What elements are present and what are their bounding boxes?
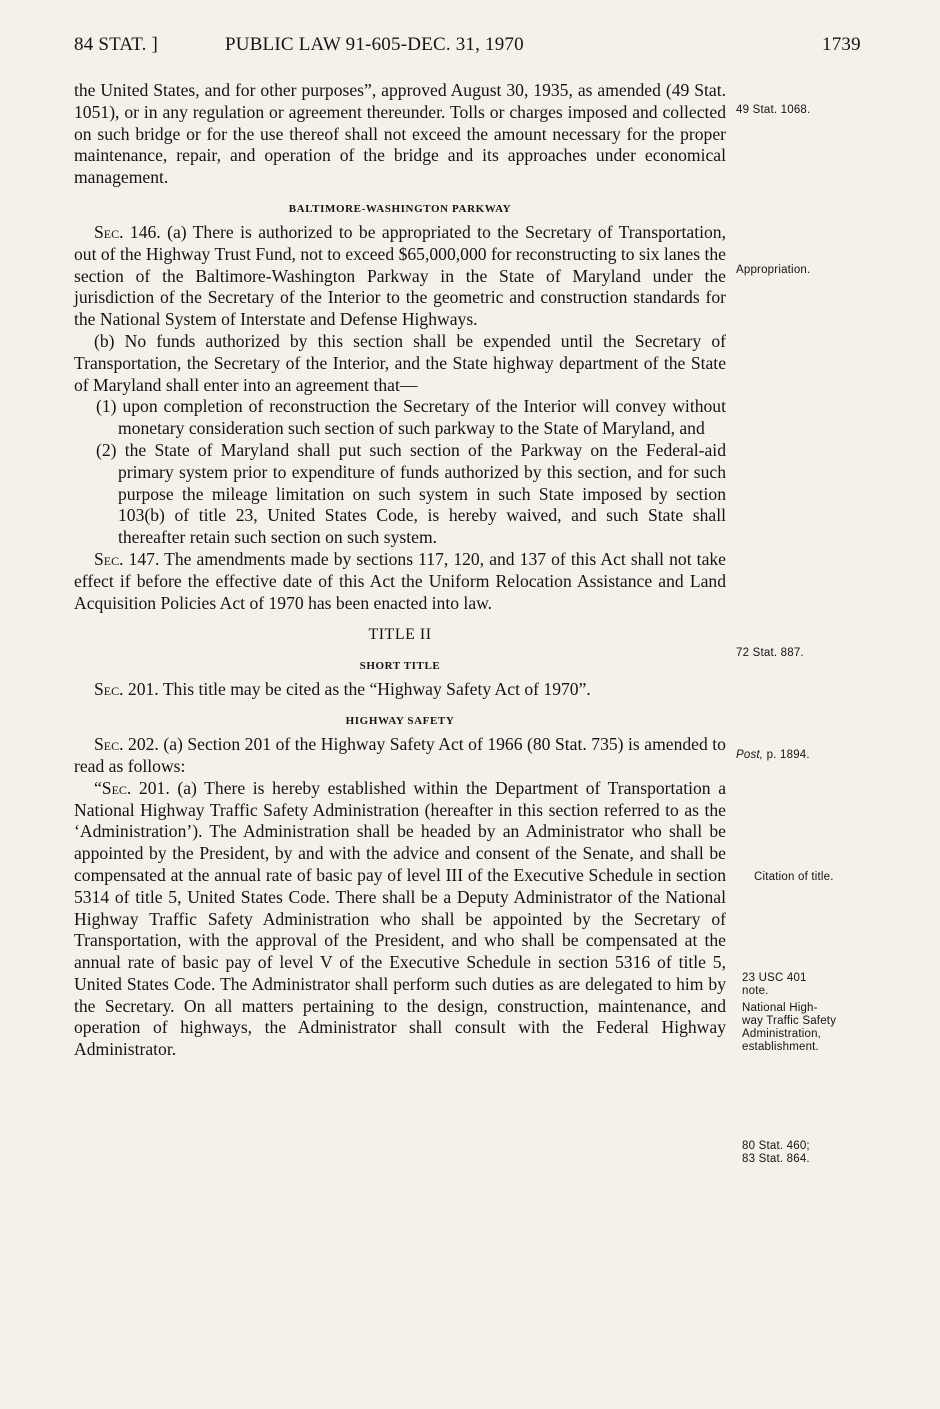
section-147-label: Sec. 147. xyxy=(94,548,160,569)
section-146-a-text: (a) There is authorized to be appropriated to the Secretary of Transportation, out of the Highway Trust Fund, not to exceed $65,000,000 for reconstructing to six lanes the section of the Baltimore-Washington Parkway in the State of Maryland under the jurisdiction of the Secretary of the Interior to the geometric and construction standards for the National System of Interstate and Defense Highways. xyxy=(74,221,726,330)
quoted-section-201-text: (a) There is hereby established within the Department of Transportation a National Highway Traffic Safety Administration (hereafter in this section referred to as the ‘Administration’). The Administration shall be headed by an Administrator who shall be appointed by the President, by and with the advice and consent of the Senate, and shall be compensated at the annual rate of basic pay of level III of the Executive Schedule in section 5314 of title 5, United States Code. There shall be a Deputy Administrator of the National Highway Traffic Safety Administration who shall be appointed by the Secretary of Transportation, with the approval of the President, and who shall be compensated at the annual rate of basic pay of level V of the Executive Schedule in section 5316 of title 5, United States Code. The Administrator shall perform such duties as are delegated to him by the Secretary. On all matters pertaining to the design, construction, maintenance, and operation of highways, the Administrator shall consult with the Federal Highway Administrator. xyxy=(74,777,727,1060)
section-147 xyxy=(74,549,726,614)
margin-note-post xyxy=(736,749,886,762)
section-146-label: Sec. 146. xyxy=(94,221,161,242)
header-stat-ref: 84 STAT. ] xyxy=(74,34,159,55)
margin-note-appropriation: Appropriation. xyxy=(736,264,811,276)
margin-note-post-page: p. 1894. xyxy=(763,749,810,761)
header-title: PUBLIC LAW 91-605-DEC. 31, 1970 xyxy=(225,34,524,55)
section-202-label: Sec. 202. xyxy=(94,734,159,755)
section-201 xyxy=(74,679,726,701)
section-201-text: This title may be cited as the “Highway Safety Act of 1970”. xyxy=(162,679,591,700)
section-146-b-1: (1) upon completion of reconstruction the Secretary of the Interior will convey without monetary consideration such section of such parkway to the State of Maryland, and xyxy=(96,396,726,439)
section-146-b: (b) No funds authorized by this section shall be expended until the Secretary of Transportation, the Secretary of the Interior, and the State highway department of the State of Maryland shall enter into an agreement that— xyxy=(74,330,726,395)
section-202-a xyxy=(74,734,726,778)
margin-note-72-stat: 72 Stat. 887. xyxy=(736,647,804,659)
section-202-a-text: (a) Section 201 of the Highway Safety Act of 1966 (80 Stat. 735) is amended to read as follows: xyxy=(74,734,726,776)
margin-note-80-stat: 80 Stat. 460; 83 Stat. 864. xyxy=(742,1140,810,1165)
margin-note-nhtsa: National High- way Traffic Safety Administration, establishment. xyxy=(742,1002,837,1053)
section-201-label: Sec. 201. xyxy=(94,679,159,700)
section-147-text: The amendments made by sections 117, 120, and 137 of this Act shall not take effect if before the effective date of this Act the Uniform Relocation Assistance and Land Acquisition Policies Act of 1970 has been enacted into law. xyxy=(74,548,726,613)
heading-short-title: SHORT TITLE xyxy=(359,660,441,673)
heading-baltimore-washington-parkway: BALTIMORE-WASHINGTON PARKWAY xyxy=(288,202,512,215)
page-number: 1739 xyxy=(822,34,861,55)
margin-note-49-stat: 49 Stat. 1068. xyxy=(736,104,811,116)
quoted-section-201 xyxy=(74,778,726,1061)
quoted-section-201-label: “Sec. 201. xyxy=(94,777,170,798)
section-146-a xyxy=(74,222,726,331)
margin-note-citation: Citation of title. xyxy=(754,871,834,883)
paragraph-intro: the United States, and for other purposes”, approved August 30, 1935, as amended (49 Stat. 1051), or in any regulation or agreement thereunder. Tolls or charges imposed and collected on such bridge or for the use thereof shall not exceed the amount necessary for the proper maintenance, repair, and operation of the bridge and its approaches under economical management. xyxy=(74,80,726,188)
heading-title-ii: TITLE II xyxy=(368,626,432,644)
section-146-b-2: (2) the State of Maryland shall put such section of the Parkway on the Federal-aid primary system prior to expenditure of funds authorized by this section, and for such purpose the mileage limitation on such system in such State imposed by section 103(b) of title 23, United States Code, is hereby waived, and such State shall thereafter retain such section on such system. xyxy=(96,439,726,548)
body-text xyxy=(74,80,726,1061)
margin-note-23-usc: 23 USC 401 note. xyxy=(742,972,807,997)
heading-highway-safety: HIGHWAY SAFETY xyxy=(345,715,455,728)
margin-note-post-italic: Post, xyxy=(736,749,764,761)
